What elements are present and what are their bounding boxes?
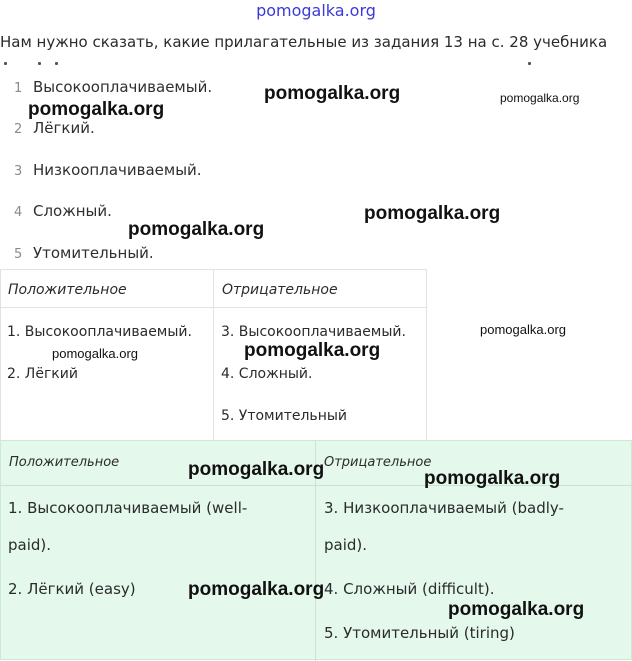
table-cell-text: 5. Утомительный [221,408,347,424]
list-item [14,202,112,220]
table-cell-text: 5. Утомительный (tiring) [324,624,515,642]
list-item-number: 4 [14,205,23,220]
table-cell-text: 3. Высокооплачиваемый. [221,324,406,340]
table-cell-text: paid). [8,536,52,554]
header-positive: Положительное [9,455,120,470]
watermark: pomogalka.org [424,468,561,489]
list-item [14,244,154,262]
list-item-text: Утомительный. [33,244,154,262]
watermark: pomogalka.org [188,459,325,480]
watermark: pomogalka.org [500,91,580,105]
table-header-cell [213,269,427,308]
site-logo[interactable]: pomogalka.org [256,1,376,20]
table-cell-text: 2. Лёгкий [7,366,78,382]
list-item-number: 2 [14,122,23,137]
header-negative: Отрицательное [222,282,338,298]
list-item-text: Сложный. [33,202,112,220]
watermark: pomogalka.org [480,322,566,337]
list-item-number: 5 [14,247,23,262]
list-item-number: 3 [14,164,23,179]
watermark: pomogalka.org [448,599,585,620]
table-cell-positive [0,307,214,441]
list-item-text: Высокооплачиваемый. [33,78,213,96]
intro-text: Нам нужно сказать, какие прилагательные из задания 13 на с. 28 учебника [0,33,608,51]
list-item [14,78,212,96]
table-cell-text: 1. Высокооплачиваемый. [7,324,192,340]
cropped-text-line [0,58,560,66]
watermark: pomogalka.org [28,99,165,120]
table-cell-text: 4. Сложный. [221,366,313,382]
watermark: pomogalka.org [264,83,401,104]
table-cell-negative [213,307,427,441]
table-cell-text: paid). [324,536,368,554]
table-cell-text: 4. Сложный (difficult). [324,580,495,598]
table-header-cell [0,269,214,308]
table-cell-text: 3. Низкооплачиваемый (badly- [324,499,564,517]
list-item-number: 1 [14,81,23,96]
header-negative: Отрицательное [324,455,432,470]
header-positive: Положительное [8,282,127,298]
list-item-text: Лёгкий. [33,119,95,137]
watermark: pomogalka.org [244,340,381,361]
watermark: pomogalka.org [188,579,325,600]
list-item [14,161,202,179]
list-item-text: Низкооплачиваемый. [33,161,202,179]
table-cell-text: 1. Высокооплачиваемый (well- [8,499,248,517]
watermark: pomogalka.org [52,346,138,361]
table-cell-text: 2. Лёгкий (easy) [8,580,136,598]
watermark: pomogalka.org [128,219,265,240]
watermark: pomogalka.org [364,203,501,224]
list-item [14,119,95,137]
